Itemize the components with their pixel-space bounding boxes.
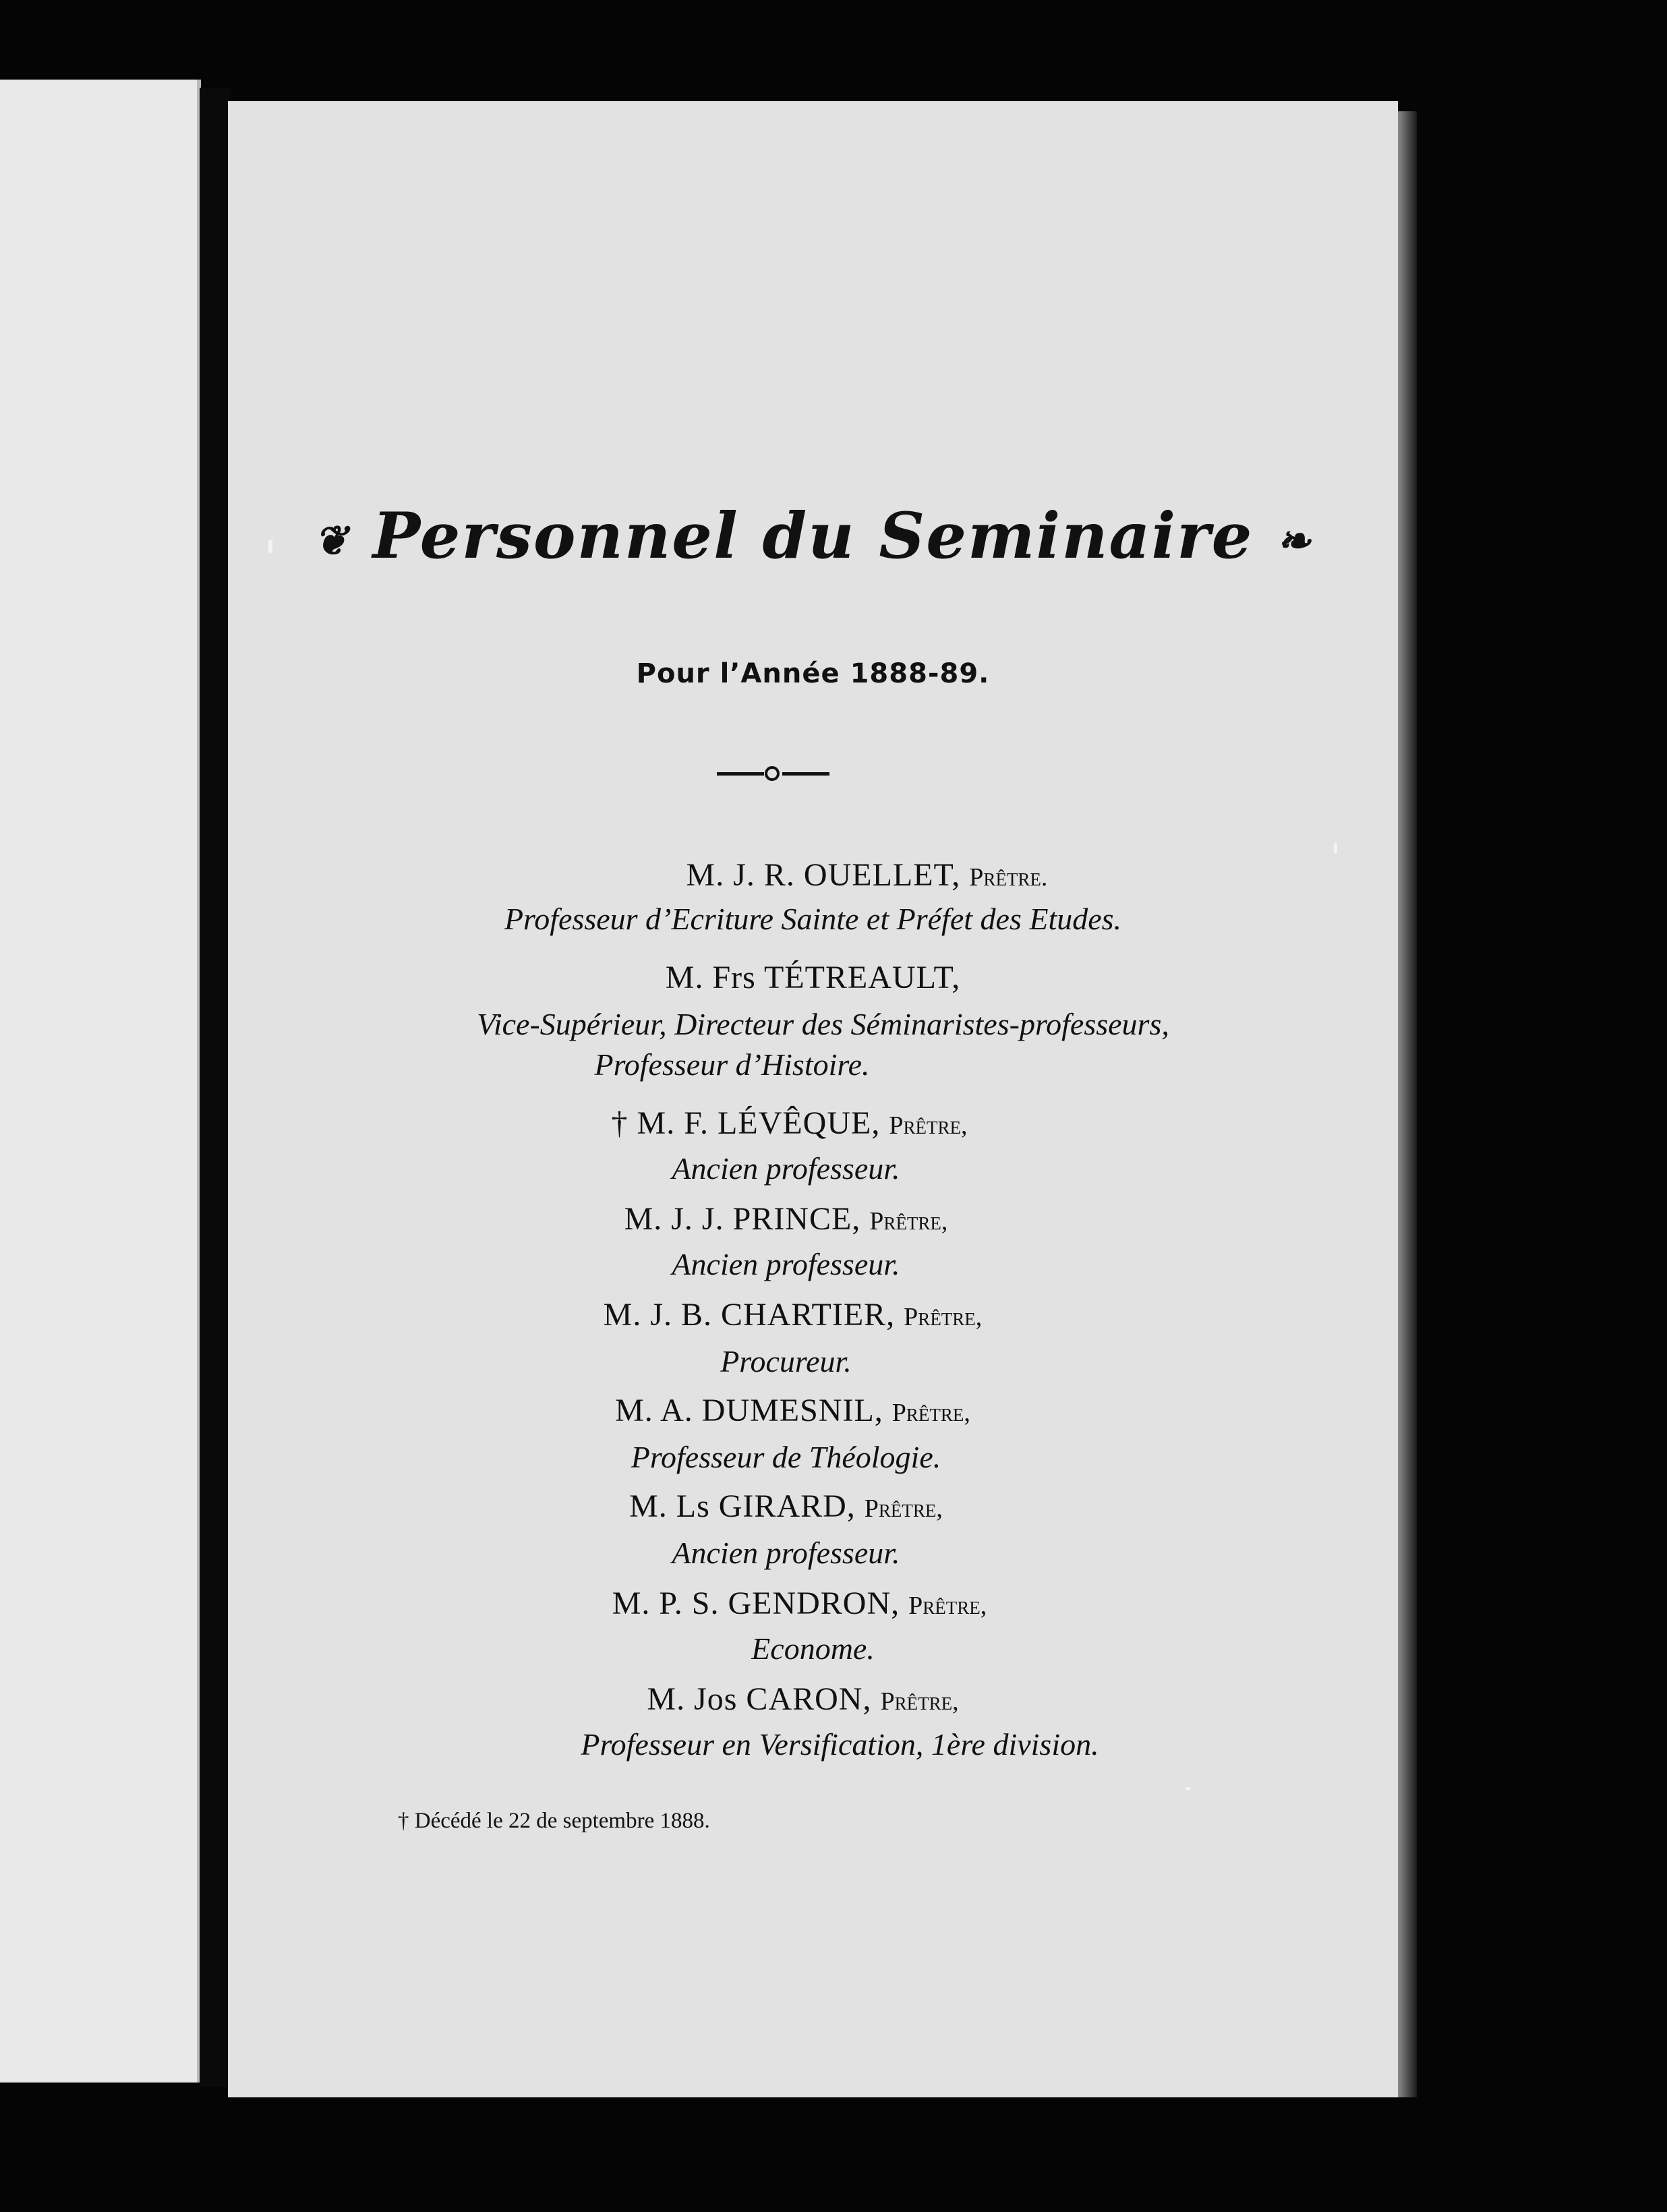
document-page (228, 101, 1398, 2097)
entry-role: Professeur d’Histoire. (594, 1047, 870, 1082)
left-flourish-icon: ❦ (314, 517, 349, 565)
entry-name: M. J. R. OUELLET, Prêtre. (686, 857, 1048, 893)
book-gutter (200, 88, 231, 2087)
page-edge-shadow (1398, 111, 1417, 2097)
entry-role: Ancien professeur. (672, 1247, 900, 1281)
entry-name: M. Ls GIRARD, Prêtre, (629, 1488, 943, 1524)
entry-role: Ancien professeur. (672, 1536, 900, 1570)
right-flourish-icon: ❧ (1277, 517, 1312, 565)
entry-role: Professeur d’Ecriture Sainte et Préfet des Etudes. (504, 902, 1122, 936)
entry-name: M. P. S. GENDRON, Prêtre, (612, 1585, 987, 1621)
entry-role: Econome. (751, 1631, 875, 1666)
entry-role: Professeur en Versification, 1ère division. (581, 1727, 1099, 1762)
entry-name: M. J. J. PRINCE, Prêtre, (624, 1201, 948, 1237)
page-subtitle: Pour l’Année 1888-89. (636, 658, 990, 689)
entry-name: M. Jos CARON, Prêtre, (647, 1681, 959, 1717)
entry-role: Procureur. (720, 1344, 852, 1378)
entry-name: † M. F. LÉVÊQUE, Prêtre, (611, 1105, 968, 1141)
entry-role: Professeur de Théologie. (631, 1440, 941, 1474)
entry-role: Vice-Supérieur, Directeur des Séminaristes-professeurs, (477, 1007, 1169, 1041)
entry-name: M. J. B. CHARTIER, Prêtre, (603, 1297, 983, 1333)
footnote: † Décédé le 22 de septembre 1888. (398, 1809, 710, 1833)
entry-role: Ancien professeur. (672, 1151, 900, 1186)
entry-name: M. Frs TÉTREAULT, (665, 960, 961, 995)
page-title: ❦ Personnel du Seminaire ❧ (314, 499, 1312, 573)
entry-name: M. A. DUMESNIL, Prêtre, (615, 1393, 970, 1428)
